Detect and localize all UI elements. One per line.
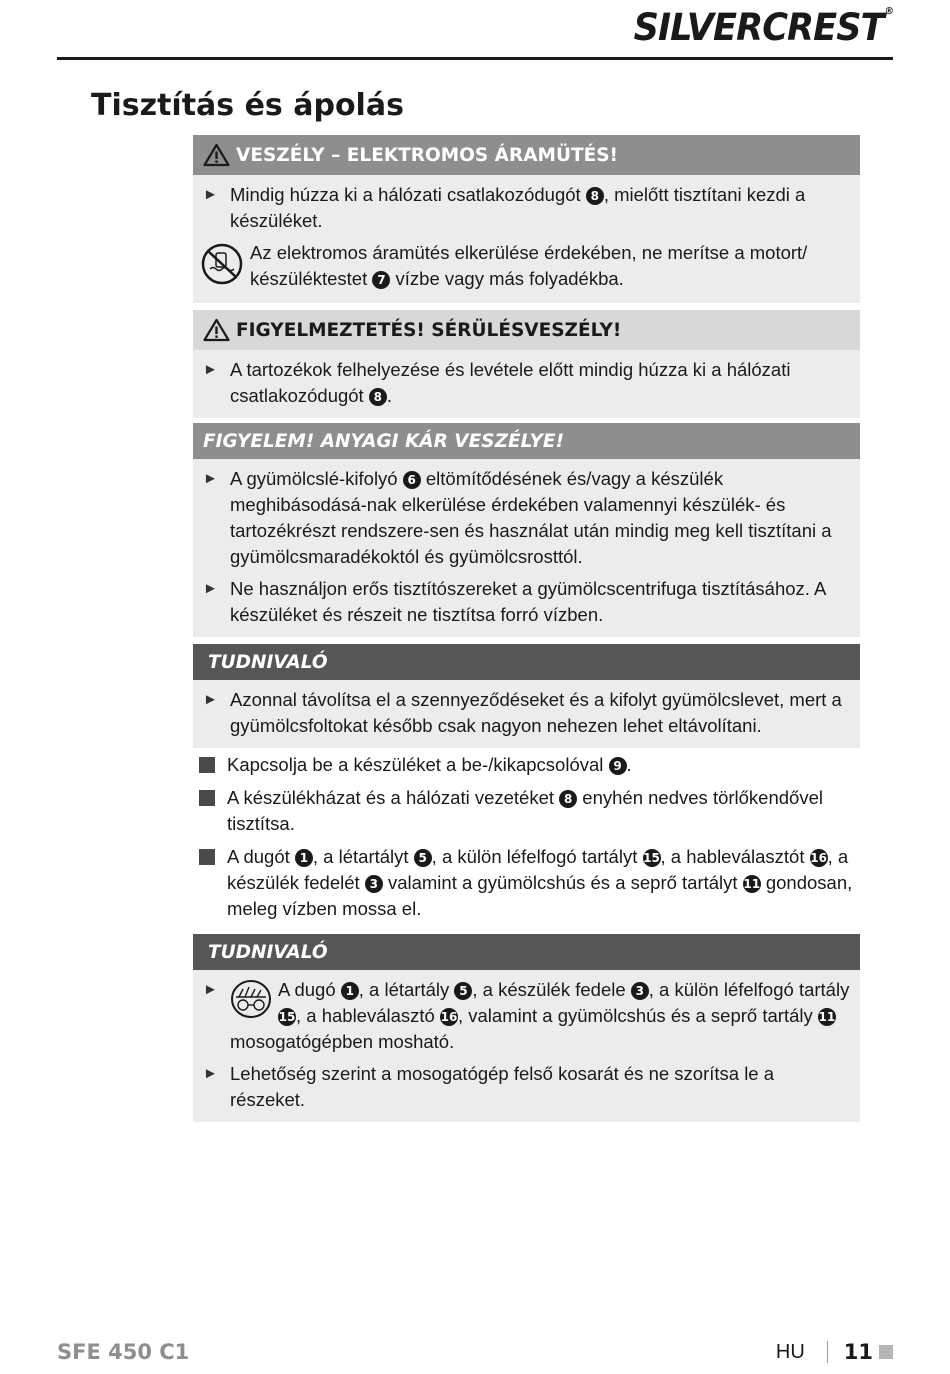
item-text: Mindig húzza ki a hálózati csatlakozódugót xyxy=(230,184,586,205)
note-box xyxy=(193,644,860,748)
part-number-badge: 1 xyxy=(295,849,313,867)
item-text: , a külön léfelfogó tartály xyxy=(648,979,850,1000)
part-number-badge: 16 xyxy=(440,1010,458,1024)
item-text: Ne használjon erős tisztítószereket a gyümölcscentrifuga tisztításához. A készüléket és részeit ne tisztítsa forró vízben. xyxy=(230,578,826,625)
part-number-badge: 15 xyxy=(278,1010,296,1024)
arrow-bullet-icon: ► xyxy=(203,580,218,597)
note-heading-bar xyxy=(193,644,860,680)
item-text: mosogatógépben mosható. xyxy=(230,1031,455,1052)
arrow-bullet-icon: ► xyxy=(203,691,218,708)
step-text: , a létartályt xyxy=(312,846,414,867)
part-number-badge: 8 xyxy=(586,187,604,205)
step-text: enyhén nedves törlőkendővel tisztítsa. xyxy=(227,787,823,834)
square-bullet-icon xyxy=(199,790,215,806)
item-text: , a létartály xyxy=(358,979,455,1000)
warning-triangle-icon xyxy=(203,318,230,342)
note-heading: TUDNIVALÓ xyxy=(208,651,328,673)
list-item xyxy=(193,1061,860,1113)
step-item xyxy=(199,752,859,778)
caution-heading: FIGYELEM! ANYAGI KÁR VESZÉLYE! xyxy=(203,430,565,452)
header-rule xyxy=(57,57,893,60)
part-number-badge: 6 xyxy=(403,471,421,489)
danger-heading-bar xyxy=(193,135,860,175)
registered-mark: ® xyxy=(884,6,893,17)
dishwasher-safe-icon xyxy=(230,979,272,1019)
square-bullet-icon xyxy=(199,849,215,865)
part-number-badge: 5 xyxy=(414,849,432,867)
part-number-badge: 15 xyxy=(643,851,660,865)
list-item xyxy=(193,182,860,234)
item-text: A tartozékok felhelyezése és levétele előtt mindig húzza ki a hálózati csatlakozódugót xyxy=(230,359,791,406)
arrow-bullet-icon: ► xyxy=(203,361,218,378)
warning-heading-bar xyxy=(193,310,860,350)
step-text: A dugót xyxy=(227,846,295,867)
part-number-badge: 11 xyxy=(743,877,761,891)
item-text: , a hableválasztó xyxy=(296,1005,440,1026)
list-item xyxy=(193,466,860,570)
list-item xyxy=(193,576,860,628)
list-item xyxy=(193,240,860,292)
step-text: , a hableválasztót xyxy=(660,846,810,867)
step-item xyxy=(199,844,859,922)
item-text: vízbe vagy más folyadékba. xyxy=(390,268,624,289)
item-text: . xyxy=(386,385,392,406)
part-number-badge: 9 xyxy=(609,757,627,775)
part-number-badge: 1 xyxy=(341,982,359,1000)
page-number: 11 xyxy=(843,1340,873,1364)
item-text: Azonnal távolítsa el a szennyeződéseket és a kifolyt gyümölcslevet, mert a gyümölcsfoltokat később csak nagyon nehezen lehet eltávolítani. xyxy=(230,689,842,736)
note-heading: TUDNIVALÓ xyxy=(208,941,328,963)
item-text: , a készülék fedele xyxy=(472,979,631,1000)
step-text: , a készülék fedelét xyxy=(227,846,849,893)
caution-heading-bar xyxy=(193,423,860,459)
footer-model: SFE 450 C1 xyxy=(57,1340,190,1364)
footer-page-info xyxy=(776,1340,893,1364)
item-text: Az elektromos áramütés elkerülése érdekében, ne merítse a motort/ készüléktestet xyxy=(250,242,808,289)
part-number-badge: 7 xyxy=(372,271,390,289)
no-immersion-icon xyxy=(201,243,243,285)
brand-name: SILVERCREST xyxy=(633,6,884,49)
page-title: Tisztítás és ápolás xyxy=(91,88,404,123)
part-number-badge: 11 xyxy=(818,1010,836,1024)
footer-divider xyxy=(827,1341,828,1363)
part-number-badge: 16 xyxy=(810,851,827,865)
page-marker-square xyxy=(879,1345,893,1359)
arrow-bullet-icon: ► xyxy=(203,186,218,203)
arrow-bullet-icon: ► xyxy=(203,1065,218,1082)
step-text: A készülékházat és a hálózati vezetéket xyxy=(227,787,560,808)
item-text: A gyümölcslé-kifolyó xyxy=(230,468,403,489)
item-text: Lehetőség szerint a mosogatógép felső kosarát és ne szorítsa le a részeket. xyxy=(230,1063,775,1110)
item-text: , mielőtt tisztítani kezdi a készüléket. xyxy=(230,184,806,231)
list-item xyxy=(193,357,860,409)
square-bullet-icon xyxy=(199,757,215,773)
list-item xyxy=(193,687,860,739)
step-text: valamint a gyümölcshús és a seprő tartályt xyxy=(382,872,743,893)
step-text: gondosan, meleg vízben mossa el. xyxy=(227,872,853,919)
part-number-badge: 5 xyxy=(454,982,472,1000)
part-number-badge: 3 xyxy=(631,982,649,1000)
danger-box xyxy=(193,135,860,303)
warning-box xyxy=(193,310,860,418)
step-item xyxy=(199,785,859,837)
item-text: eltömítődésének és/vagy a készülék meghibásodásá-nak elkerülése érdekében valamennyi készülék- és tartozékrészt rendszere-sen és használat után mindig meg kell tisztítani a gyümölcsmaradékoktól és gyümölcsrosttól. xyxy=(230,468,832,567)
note-box xyxy=(193,934,860,1122)
arrow-bullet-icon: ► xyxy=(203,981,218,998)
danger-heading: VESZÉLY – ELEKTROMOS ÁRAMÜTÉS! xyxy=(236,144,618,166)
item-text: , valamint a gyümölcshús és a seprő tartály xyxy=(457,1005,818,1026)
caution-box xyxy=(193,423,860,637)
step-text: . xyxy=(626,754,632,775)
warning-triangle-icon xyxy=(203,143,230,167)
step-text: , a külön léfelfogó tartályt xyxy=(431,846,643,867)
part-number-badge: 3 xyxy=(365,875,383,893)
brand-logo xyxy=(634,6,893,49)
arrow-bullet-icon: ► xyxy=(203,470,218,487)
warning-heading: FIGYELMEZTETÉS! SÉRÜLÉSVESZÉLY! xyxy=(236,319,622,341)
list-item xyxy=(193,977,860,1055)
note-heading-bar xyxy=(193,934,860,970)
item-text: A dugó xyxy=(278,979,341,1000)
footer-language: HU xyxy=(775,1340,805,1363)
part-number-badge: 8 xyxy=(369,388,387,406)
step-text: Kapcsolja be a készüléket a be-/kikapcsolóval xyxy=(227,754,609,775)
part-number-badge: 8 xyxy=(559,790,577,808)
